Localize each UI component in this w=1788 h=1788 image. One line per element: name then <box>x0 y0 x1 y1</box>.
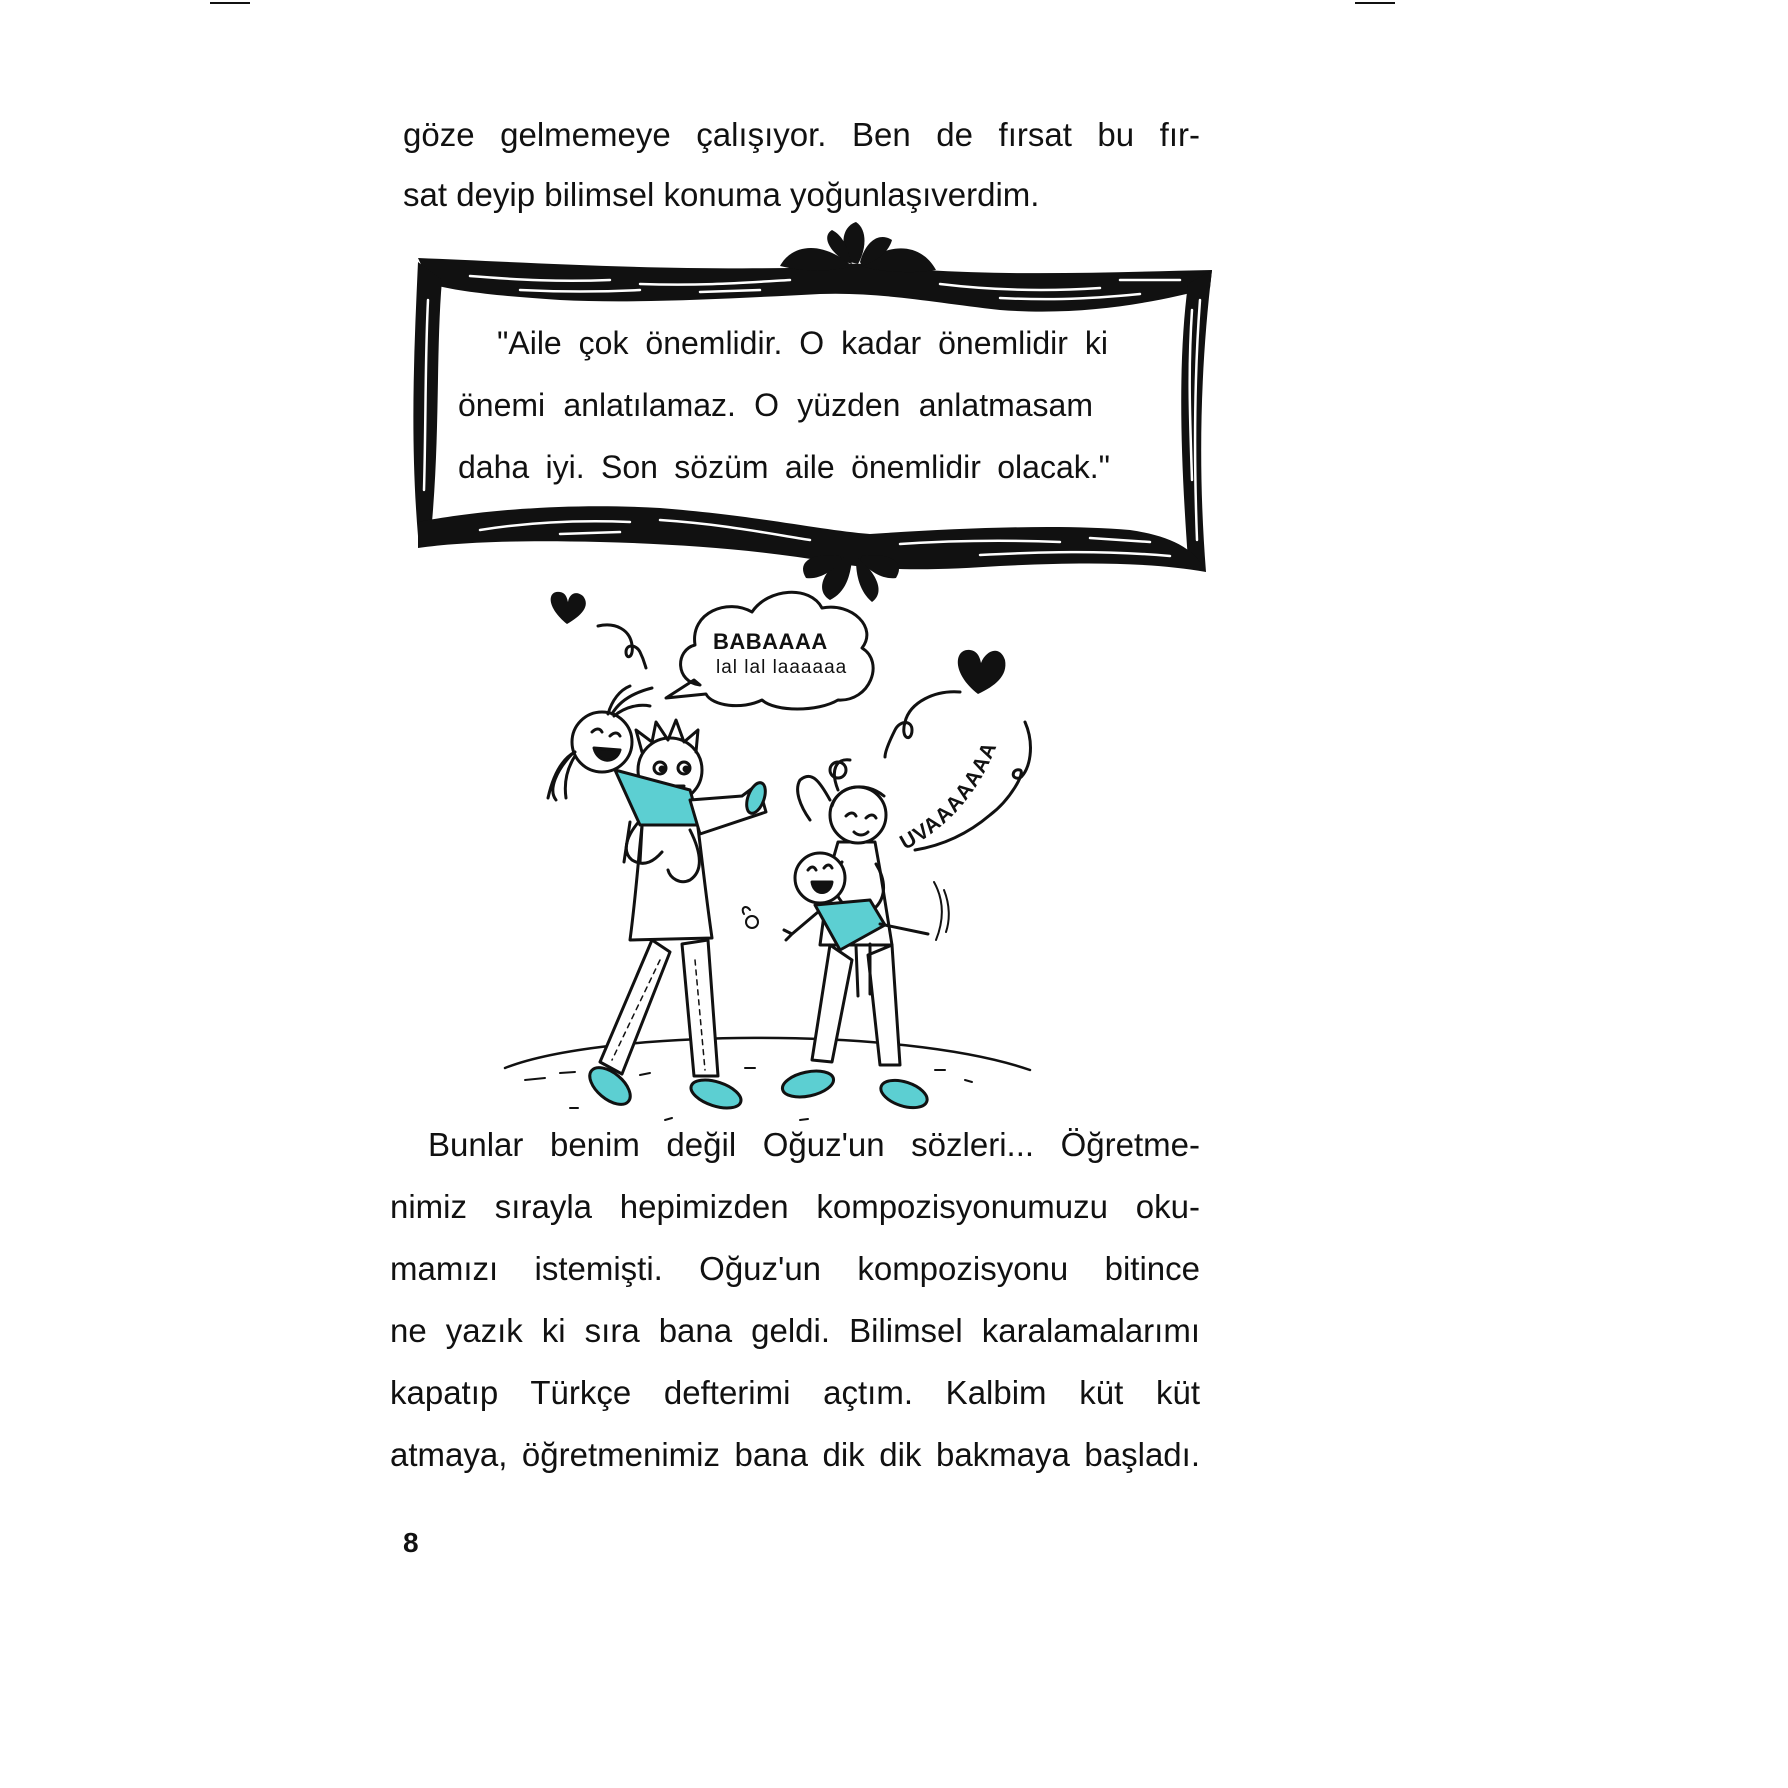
baby-mouth <box>812 882 832 893</box>
cry-text-path: UVAAAAAAA <box>896 738 1002 855</box>
father-shoe-right <box>688 1075 745 1114</box>
body-paragraph-line: Bunlar benim değil Oğuz'un sözleri... Öğretme- <box>428 1126 1200 1163</box>
mother-shoe-right <box>877 1075 930 1113</box>
father-right-leg <box>682 940 718 1076</box>
speech-bubble-line-1: BABAAAA <box>713 629 828 654</box>
body-paragraph-line: kapatıp Türkçe defterimi açtım. Kalbim küt küt <box>390 1374 1200 1411</box>
father-pupil <box>660 767 664 771</box>
ground-arc <box>505 1038 1030 1070</box>
quote-line: önemi anlatılamaz. O yüzden anlatmasam <box>458 387 1093 423</box>
quote-line: "Aile çok önemlidir. O kadar önemlidir ki <box>497 325 1108 361</box>
mother-right-leg <box>868 945 900 1065</box>
quote-line: daha iyi. Son sözüm aile önemlidir olacak." <box>458 449 1110 485</box>
baby-arm <box>784 912 818 940</box>
body-paragraph-line: ne yazık ki sıra bana geldi. Bilimsel karalamalarımı <box>390 1312 1200 1349</box>
speech-bubble-line-2: lal lal laaaaaa <box>716 657 848 678</box>
body-paragraph-line: nimiz sırayla hepimizden kompozisyonumuzu oku- <box>390 1188 1200 1225</box>
heart-curl-right <box>885 692 960 757</box>
girl-head <box>572 712 632 772</box>
baby-head <box>795 853 845 903</box>
girl-pigtail-left <box>548 752 575 800</box>
mother-left-leg <box>812 945 852 1062</box>
father-pupil <box>684 767 688 771</box>
heart-icon <box>958 650 1006 694</box>
father-figure <box>583 720 744 1113</box>
heart-icon <box>551 592 586 624</box>
top-paragraph-line: sat deyip bilimsel konuma yoğunlaşıverdim. <box>403 176 1040 213</box>
pacifier-ring <box>743 907 750 914</box>
top-paragraph-line: göze gelmemeye çalışıyor. Ben de fırsat bu fır- <box>403 116 1200 153</box>
mother-shoe-left <box>780 1067 836 1101</box>
motion-lines <box>934 882 949 940</box>
frame-bottom-bow <box>803 555 899 602</box>
pacifier-icon <box>746 916 758 928</box>
body-paragraph-line: mamızı istemişti. Oğuz'un kompozisyonu bitince <box>390 1250 1200 1287</box>
girl-pigtail-right <box>608 686 652 716</box>
heart-curl-left <box>598 625 646 668</box>
page-number: 8 <box>403 1527 419 1558</box>
body-paragraph-line: atmaya, öğretmenimiz bana dik dik bakmaya başladı. <box>390 1436 1200 1473</box>
cry-text <box>896 738 1001 854</box>
